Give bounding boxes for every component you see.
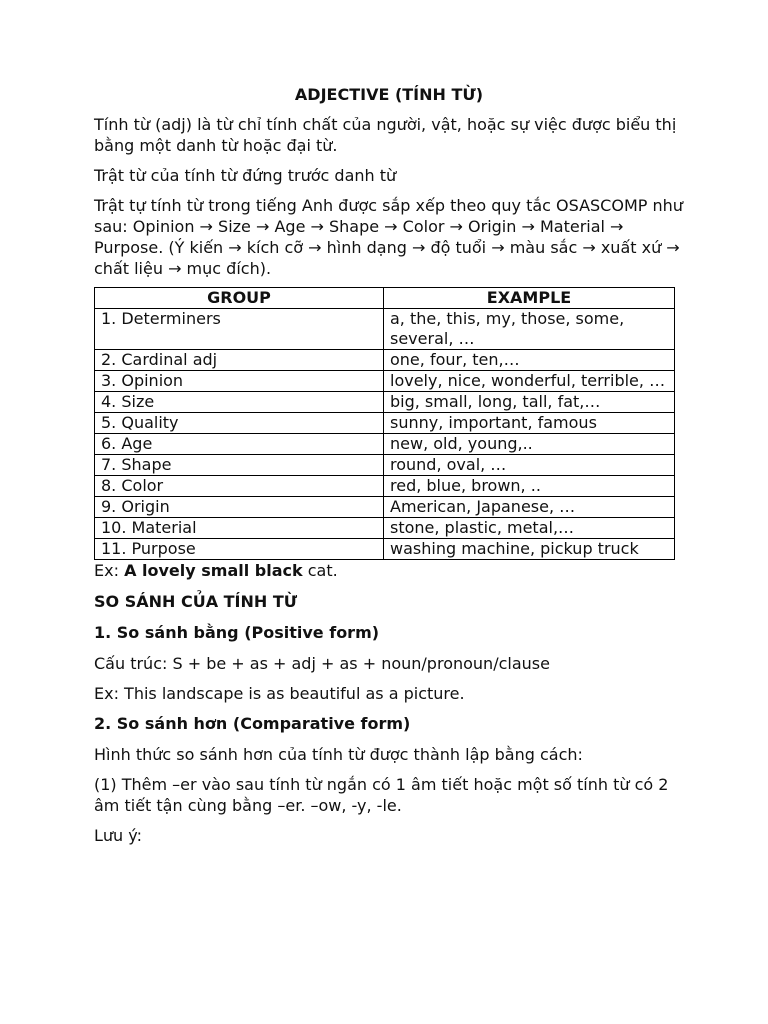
group-cell: 4. Size (95, 392, 384, 413)
document-page (94, 84, 684, 855)
group-cell: 5. Quality (95, 413, 384, 434)
example-cell: sunny, important, famous (384, 413, 675, 434)
table-row (95, 539, 675, 560)
table-header-group: GROUP (95, 288, 384, 309)
group-cell: 8. Color (95, 476, 384, 497)
example-cell: round, oval, … (384, 455, 675, 476)
example-cell: a, the, this, my, those, some, several, … (384, 309, 675, 350)
example-cell: one, four, ten,… (384, 350, 675, 371)
table-row (95, 309, 675, 350)
example-bold-phrase: A lovely small black (124, 561, 303, 580)
group-cell: 11. Purpose (95, 539, 384, 560)
example-cell: lovely, nice, wonderful, terrible, … (384, 371, 675, 392)
example-cell: washing machine, pickup truck (384, 539, 675, 560)
document-title: ADJECTIVE (TÍNH TỪ) (294, 85, 484, 104)
group-cell: 6. Age (95, 434, 384, 455)
example-cell: American, Japanese, … (384, 497, 675, 518)
table-row (95, 455, 675, 476)
example-cell: red, blue, brown, .. (384, 476, 675, 497)
example-prefix: Ex: (94, 561, 125, 580)
example-sentence (94, 560, 684, 582)
table-row (95, 371, 675, 392)
group-cell: 7. Shape (95, 455, 384, 476)
table-row (95, 434, 675, 455)
positive-example: Ex: This landscape is as beautiful as a picture. (94, 684, 465, 703)
example-cell: stone, plastic, metal,… (384, 518, 675, 539)
intro-paragraph: Tính từ (adj) là từ chỉ tính chất của người, vật, hoặc sự việc được biểu thị bằng một danh từ hoặc đại từ. (94, 115, 677, 155)
example-suffix: cat. (302, 561, 338, 580)
group-cell: 2. Cardinal adj (95, 350, 384, 371)
table-row (95, 518, 675, 539)
order-heading: Trật từ của tính từ đứng trước danh từ (94, 166, 397, 185)
adjective-order-table (94, 287, 675, 560)
order-rule-paragraph: Trật tự tính từ trong tiếng Anh được sắp xếp theo quy tắc OSASCOMP như sau: Opinion → Size → Age → Shape → Color → Origin → Material → Purpose. (Ý kiến → kích cỡ → hình dạng → độ tuổi → màu sắc → xuất xứ → chất liệu → mục đích). (94, 196, 683, 278)
table-row (95, 497, 675, 518)
table-row (95, 413, 675, 434)
example-cell: new, old, young,.. (384, 434, 675, 455)
table-row (95, 350, 675, 371)
group-cell: 3. Opinion (95, 371, 384, 392)
comparative-note: Lưu ý: (94, 826, 142, 845)
positive-structure: Cấu trúc: S + be + as + adj + as + noun/pronoun/clause (94, 654, 550, 673)
comparative-intro: Hình thức so sánh hơn của tính từ được thành lập bằng cách: (94, 745, 583, 764)
comparative-form-heading: 2. So sánh hơn (Comparative form) (94, 714, 411, 733)
group-cell: 1. Determiners (95, 309, 384, 350)
positive-form-heading: 1. So sánh bằng (Positive form) (94, 623, 380, 642)
table-row (95, 392, 675, 413)
group-cell: 9. Origin (95, 497, 384, 518)
example-cell: big, small, long, tall, fat,… (384, 392, 675, 413)
comparative-rule-1: (1) Thêm –er vào sau tính từ ngắn có 1 âm tiết hoặc một số tính từ có 2 âm tiết tận cùng bằng –er. –ow, -y, -le. (94, 775, 669, 815)
comparison-heading: SO SÁNH CỦA TÍNH TỪ (94, 592, 298, 611)
table-header-example: EXAMPLE (384, 288, 675, 309)
table-row (95, 476, 675, 497)
table-header-row (95, 288, 675, 309)
group-cell: 10. Material (95, 518, 384, 539)
